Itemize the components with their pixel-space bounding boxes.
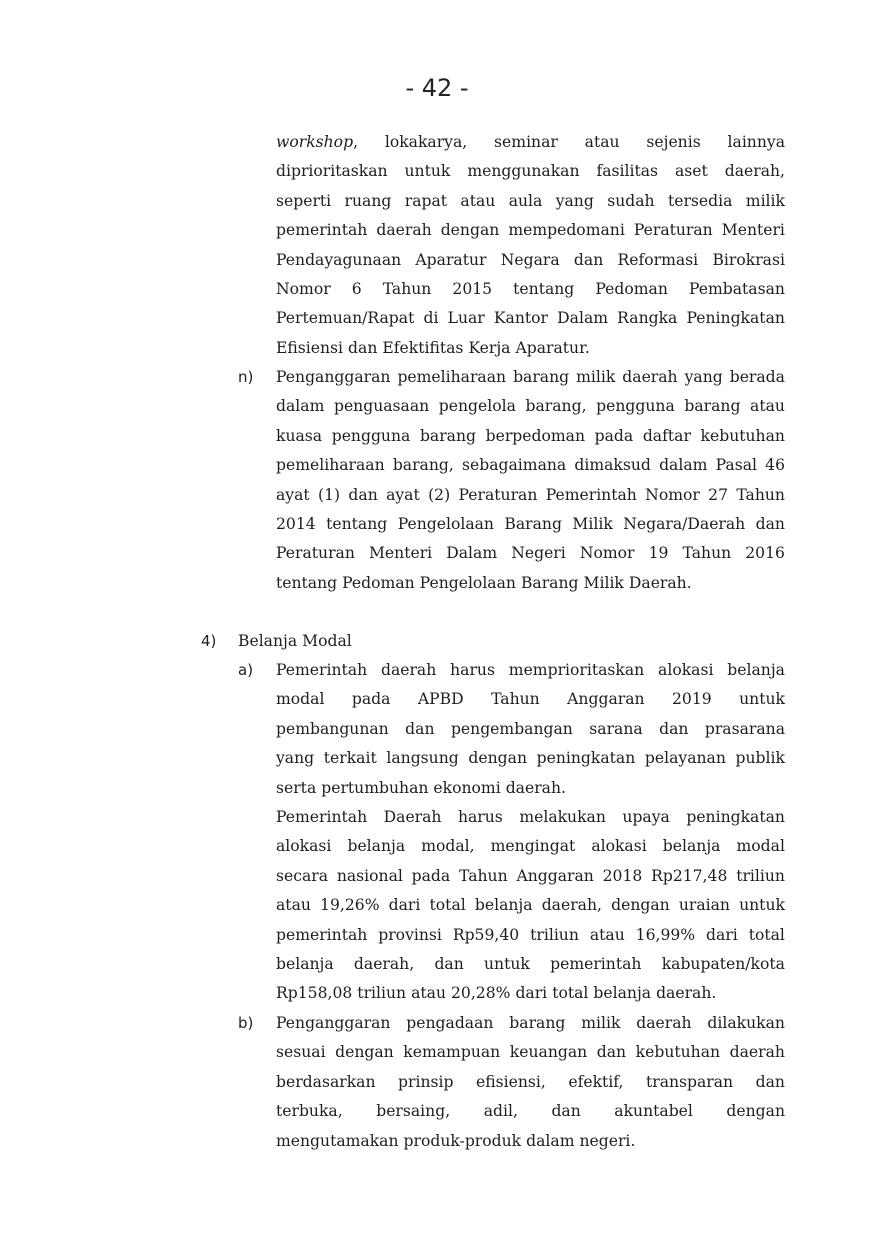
word: pemerintah	[276, 925, 368, 944]
word: triliun	[736, 866, 785, 885]
word: 19	[648, 544, 669, 563]
word: dari	[515, 984, 548, 1003]
word: 46	[765, 456, 785, 475]
word: yang	[684, 368, 723, 386]
word: sejenis	[646, 133, 701, 151]
word: Barang	[520, 573, 579, 592]
word: atau	[460, 191, 496, 210]
word: dalam	[276, 397, 325, 416]
word: total	[429, 896, 466, 915]
word: prinsip	[398, 1072, 454, 1091]
word: Efektifitas	[382, 338, 464, 357]
word: atau	[750, 397, 785, 416]
word: 27	[708, 485, 729, 504]
word: Barang	[504, 515, 562, 533]
word: kuasa	[276, 426, 323, 445]
word: atau	[276, 896, 311, 915]
word: barang	[419, 426, 477, 445]
word: Pertemuan/Rapat	[276, 309, 415, 328]
word: Rp158,08	[276, 984, 353, 1003]
word: 2016	[745, 544, 785, 563]
text-line	[276, 1097, 785, 1126]
word: dengan	[468, 749, 527, 768]
word: 2018	[602, 866, 643, 885]
word: Milik	[572, 515, 613, 533]
word: memprioritaskan	[508, 661, 645, 679]
word: peningkatan	[686, 808, 785, 826]
word: Pemerintah	[276, 661, 368, 679]
word: yang	[555, 191, 594, 210]
list-marker-b: b)	[238, 1014, 254, 1032]
word: peningkatan	[536, 749, 636, 768]
list-marker-a: a)	[238, 661, 254, 679]
word: pada	[411, 866, 451, 885]
word: Pendayagunaan	[276, 250, 402, 269]
text-line	[276, 862, 785, 891]
word: pada	[594, 426, 634, 445]
word: workshop,	[276, 133, 359, 151]
word: Tahun	[382, 280, 432, 298]
word: terkait	[323, 749, 377, 768]
word: Tahun	[736, 485, 785, 504]
word: kebutuhan	[700, 426, 785, 445]
word: APBD	[417, 690, 464, 709]
section-heading: Belanja Modal	[238, 632, 352, 650]
word: Pengelolaan	[397, 515, 494, 533]
word: pemerintah	[550, 955, 642, 973]
word: pelayanan	[644, 749, 726, 768]
text-line	[276, 1009, 785, 1038]
word: sarana	[589, 719, 643, 738]
word: total	[748, 925, 785, 944]
word: daerah,	[541, 896, 602, 915]
word: Nomor	[276, 280, 331, 298]
word: pemerintah	[276, 221, 368, 240]
word: kabupaten/kota	[661, 955, 785, 973]
word: Penganggaran	[276, 1014, 391, 1032]
word: barang,	[392, 456, 454, 475]
word: untuk	[404, 162, 451, 181]
word: alokasi	[658, 661, 714, 679]
word: Luar	[447, 309, 485, 328]
text-line	[276, 744, 785, 773]
word: yang	[276, 749, 315, 768]
word: Efisiensi	[276, 338, 344, 357]
word: untuk	[484, 955, 530, 973]
word: dengan	[726, 1102, 785, 1121]
text-line	[276, 392, 785, 421]
word: Anggaran	[567, 690, 645, 709]
text-line	[276, 539, 785, 568]
word: sudah	[607, 191, 655, 210]
text-line	[276, 363, 785, 392]
word: tentang	[513, 280, 575, 298]
word: Menteri	[721, 221, 785, 240]
word: lokakarya,	[384, 133, 468, 151]
word: pengadaan	[406, 1014, 494, 1032]
word: pada	[351, 690, 391, 709]
text-line	[276, 685, 785, 714]
word: Negara/Daerah	[623, 515, 746, 533]
word: pengembangan	[450, 719, 573, 738]
word: tentang	[326, 515, 388, 533]
word: belanja	[662, 837, 721, 856]
word: dan	[551, 1102, 581, 1121]
word: berpedoman	[485, 426, 586, 445]
word: dalam	[659, 456, 708, 475]
word: uraian	[678, 896, 730, 915]
word: dengan	[440, 221, 500, 240]
word: harus	[457, 808, 503, 826]
word: menggunakan	[467, 162, 580, 181]
word: sesuai	[276, 1043, 326, 1062]
word: triliun	[530, 925, 579, 944]
word: pemeliharaan	[397, 368, 507, 386]
word: dimaksud	[574, 456, 651, 475]
word: daerah	[622, 368, 678, 386]
word: prasarana	[704, 719, 785, 738]
word: belanja	[593, 984, 652, 1003]
word: Nomor	[579, 544, 635, 563]
word: 16,99%	[635, 925, 696, 944]
word: dengan	[335, 1043, 394, 1062]
text-line	[276, 803, 785, 832]
word: dalam	[526, 1131, 575, 1150]
word: Tahun	[459, 866, 508, 885]
word: pengguna	[331, 426, 411, 445]
word: barang	[684, 397, 741, 416]
word: melakukan	[519, 808, 606, 826]
word: Pembatasan	[688, 280, 785, 298]
word: mengingat	[490, 837, 576, 856]
word: barang,	[525, 397, 587, 416]
word: seperti	[276, 191, 332, 210]
word: serta	[276, 778, 317, 797]
word: Pedoman	[342, 573, 415, 592]
word: pembangunan	[276, 719, 389, 738]
text-line	[276, 334, 785, 363]
word: untuk	[739, 690, 785, 709]
word: nasional	[336, 866, 403, 885]
text-line	[276, 187, 785, 216]
word: Kantor	[493, 309, 549, 328]
word: triliun	[357, 984, 407, 1003]
word: berdasarkan	[276, 1072, 376, 1091]
word: ekonomi	[433, 778, 501, 797]
word: efektif,	[568, 1072, 624, 1091]
word: seminar	[494, 133, 558, 151]
word: terbuka,	[276, 1102, 343, 1121]
word: kemampuan	[403, 1043, 501, 1062]
text-line	[276, 216, 785, 245]
word: Negeri	[511, 544, 566, 563]
word: milik	[581, 1014, 621, 1032]
text-line	[276, 510, 785, 539]
text-line	[276, 832, 785, 861]
page-number: - 42 -	[405, 74, 469, 102]
word: transparan	[645, 1072, 734, 1091]
text-line	[276, 1127, 785, 1156]
word: negeri.	[579, 1131, 636, 1150]
word: (2)	[428, 485, 451, 504]
word: lainnya	[727, 133, 785, 151]
word: daerah,	[353, 955, 415, 973]
word: aula	[508, 191, 543, 210]
word: daerah	[729, 1043, 785, 1062]
word: dilakukan	[707, 1014, 785, 1032]
word: dan	[755, 515, 785, 533]
word: dan	[434, 955, 464, 973]
word: dan	[348, 485, 378, 504]
word: dari	[706, 925, 738, 944]
word: dan	[405, 719, 435, 738]
word: Pemerintah	[545, 485, 637, 504]
word: ruang	[344, 191, 392, 210]
word: 2014	[276, 515, 316, 533]
word: bersaing,	[376, 1102, 451, 1121]
word: kebutuhan	[635, 1043, 721, 1062]
word: harus	[450, 661, 495, 679]
text-line	[276, 128, 785, 157]
word: Pemerintah	[276, 808, 368, 826]
word: 20,28%	[450, 984, 511, 1003]
word: milik	[576, 368, 616, 386]
text-line	[276, 656, 785, 685]
word: pemeliharaan	[276, 456, 385, 475]
word: belanja	[727, 661, 785, 679]
word: daerah.	[505, 778, 566, 797]
text-line	[276, 246, 785, 275]
word: Penganggaran	[276, 368, 391, 386]
word: daerah,	[724, 162, 785, 181]
word: daerah	[636, 1014, 692, 1032]
word: belanja	[347, 837, 406, 856]
word: Pedoman	[595, 280, 668, 298]
text-line	[276, 481, 785, 510]
word: barang	[509, 1014, 566, 1032]
text-line	[276, 891, 785, 920]
text-line	[276, 157, 785, 186]
word: Daerah.	[628, 573, 692, 592]
word: fasilitas	[596, 162, 659, 181]
word: daerah	[376, 221, 432, 240]
word: Milik	[583, 573, 624, 592]
text-line	[276, 950, 785, 979]
word: upaya	[622, 808, 670, 826]
section-marker-4: 4)	[201, 632, 217, 650]
word: modal	[736, 837, 785, 856]
text-line	[276, 979, 785, 1008]
word: Kerja	[468, 338, 511, 357]
word: langsung	[386, 749, 459, 768]
word: dan	[348, 338, 378, 357]
word: Negara	[500, 250, 560, 269]
text-line	[276, 569, 785, 598]
text-line	[276, 1038, 785, 1067]
text-line	[276, 774, 785, 803]
word: Dalam	[557, 309, 609, 328]
word: atau	[411, 984, 446, 1003]
word: Tahun	[491, 690, 540, 709]
word: produk-produk	[403, 1131, 522, 1150]
word: barang	[513, 368, 570, 386]
word: Rangka	[617, 309, 678, 328]
text-line	[276, 715, 785, 744]
word: alokasi	[276, 837, 332, 856]
word: tentang	[276, 573, 338, 592]
word: belanja	[276, 955, 334, 973]
word: Aparatur.	[515, 338, 590, 357]
word: dari	[388, 896, 421, 915]
word: 2019	[672, 690, 712, 709]
word: Aparatur	[415, 250, 487, 269]
word: alokasi	[591, 837, 647, 856]
word: total	[552, 984, 589, 1003]
word: publik	[735, 749, 785, 768]
word: adil,	[483, 1102, 518, 1121]
word: atau	[589, 925, 625, 944]
word: mempedomani	[508, 221, 625, 240]
word: Rp217,48	[651, 866, 728, 885]
word: Daerah	[383, 808, 442, 826]
text-line	[276, 921, 785, 950]
word: dan	[573, 250, 604, 269]
word: keuangan	[509, 1043, 588, 1062]
word: Rp59,40	[452, 925, 520, 944]
word: belanja	[474, 896, 533, 915]
word: dengan	[611, 896, 670, 915]
word: 2015	[452, 280, 493, 298]
word: Peraturan	[458, 485, 538, 504]
word: pertumbuhan	[321, 778, 429, 797]
word: Peraturan	[276, 544, 355, 563]
word: modal	[276, 690, 325, 709]
word: 6	[351, 280, 362, 298]
word: Pengelolaan	[419, 573, 516, 592]
list-marker-n: n)	[238, 368, 254, 386]
word: Menteri	[368, 544, 433, 563]
word: Tahun	[682, 544, 732, 563]
word: Reformasi	[617, 250, 699, 269]
word: milik	[745, 191, 785, 210]
text-line	[276, 275, 785, 304]
word: Pasal	[715, 456, 757, 475]
word: daerah.	[656, 984, 717, 1003]
word: Peraturan	[633, 221, 713, 240]
word: sebagaimana	[462, 456, 567, 475]
word: daerah	[380, 661, 437, 679]
word: pengelola	[438, 397, 516, 416]
word: (1)	[318, 485, 341, 504]
word: atau	[584, 133, 620, 151]
word: penguasaan	[333, 397, 430, 416]
word: dan	[659, 719, 689, 738]
word: provinsi	[378, 925, 442, 944]
word: ayat	[386, 485, 420, 504]
word: tersedia	[667, 191, 733, 210]
word: dan	[755, 1072, 785, 1091]
word: secara	[276, 866, 329, 885]
text-line	[276, 451, 785, 480]
word: aset	[675, 162, 708, 181]
word: efisiensi,	[475, 1072, 546, 1091]
word: di	[423, 309, 439, 328]
word: modal,	[421, 837, 475, 856]
text-line	[276, 304, 785, 333]
word: Peningkatan	[686, 309, 785, 328]
word: dan	[596, 1043, 627, 1062]
word: berada	[729, 368, 785, 386]
word: akuntabel	[614, 1102, 693, 1121]
word: diprioritaskan	[276, 162, 388, 181]
word: mengutamakan	[276, 1131, 399, 1150]
word: Dalam	[446, 544, 498, 563]
word: Nomor	[645, 485, 700, 504]
word: 19,26%	[320, 896, 380, 915]
text-line	[276, 422, 785, 451]
word: pengguna	[596, 397, 675, 416]
word: untuk	[739, 896, 785, 915]
text-line	[276, 1068, 785, 1097]
word: Birokrasi	[712, 250, 785, 269]
word: daftar	[642, 426, 691, 445]
word: rapat	[404, 191, 448, 210]
word: Anggaran	[516, 866, 594, 885]
word: ayat	[276, 485, 310, 504]
